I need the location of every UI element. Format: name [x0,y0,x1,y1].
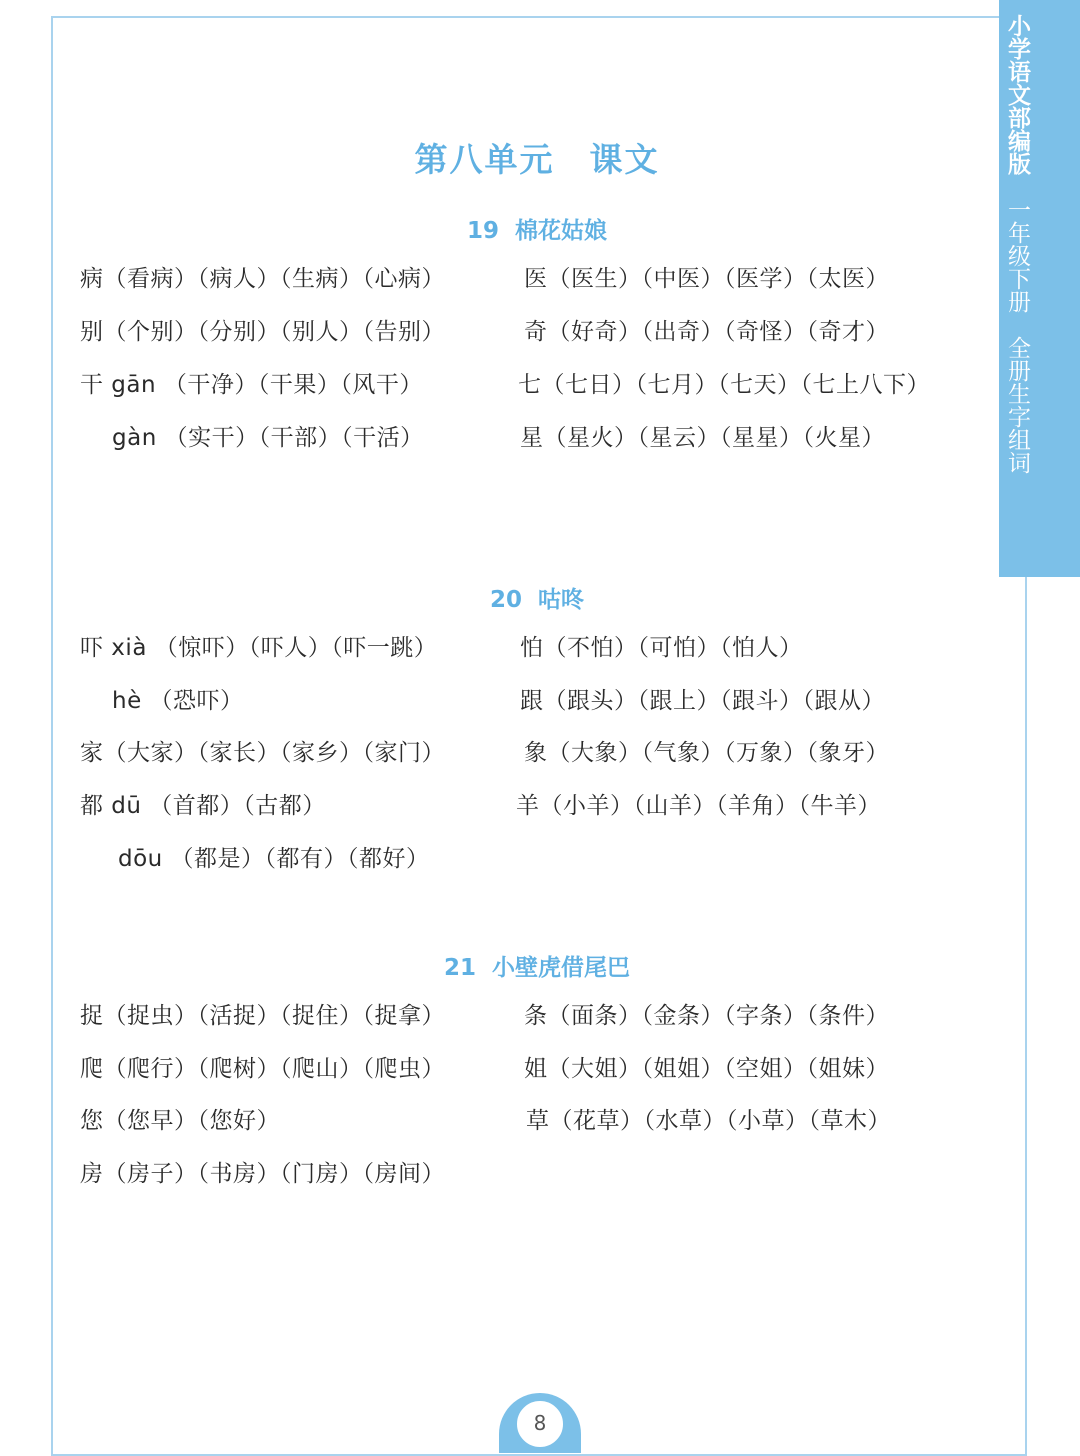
word-line: 吓 xià （惊吓）（吓人）（吓一跳） [80,635,438,661]
word-line: 您（您早）（您好） [80,1108,280,1134]
word-line: 捉（捉虫）（活捉）（捉住）（捉拿） [80,1003,445,1029]
side-label-series: 小学语文部编版 [1004,14,1030,175]
word-line: 干 gān （干净）（干果）（风干） [80,372,423,398]
word-line: 七（七日）（七月）（七天）（七上八下） [518,372,930,398]
word-line: 病（看病）（病人）（生病）（心病） [80,266,445,292]
word-line: 象（大象）（气象）（万象）（象牙） [524,740,889,766]
word-line: 医（医生）（中医）（医学）（太医） [524,266,889,292]
lesson-19-title: 19 棉花姑娘 [466,218,608,244]
word-line: dōu （都是）（都有）（都好） [118,846,430,872]
word-line: 爬（爬行）（爬树）（爬山）（爬虫） [80,1056,445,1082]
word-line: 姐（大姐）（姐姐）（空姐）（姐妹） [524,1056,889,1082]
word-line: 怕（不怕）（可怕）（怕人） [520,635,803,661]
side-label-topic: 全册生字组词 [1004,336,1030,474]
unit-title: 第八单元 课文 [414,140,660,179]
side-label-grade: 一年级下册 [1004,198,1030,313]
word-line: hè （恐吓） [112,688,244,714]
word-line: 别（个别）（分别）（别人）（告别） [80,319,445,345]
word-line: 都 dū （首都）（古都） [80,793,326,819]
word-line: 房（房子）（书房）（门房）（房间） [80,1161,445,1187]
side-label-sep [1004,313,1030,336]
word-line: gàn （实干）（干部）（干活） [112,425,424,451]
word-line: 奇（好奇）（出奇）（奇怪）（奇才） [524,319,889,345]
word-line: 跟（跟头）（跟上）（跟斗）（跟从） [520,688,885,714]
word-line: 条（面条）（金条）（字条）（条件） [524,1003,889,1029]
word-line: 羊（小羊）（山羊）（羊角）（牛羊） [516,793,881,819]
word-line: 家（大家）（家长）（家乡）（家门） [80,740,445,766]
lesson-20-title: 20 咕咚 [489,587,585,613]
page-number: 8 [515,1399,565,1449]
word-line: 星（星火）（星云）（星星）（火星） [520,425,885,451]
word-line: 草（花草）（水草）（小草）（草木） [526,1108,891,1134]
lesson-21-title: 21 小壁虎借尾巴 [443,955,631,981]
